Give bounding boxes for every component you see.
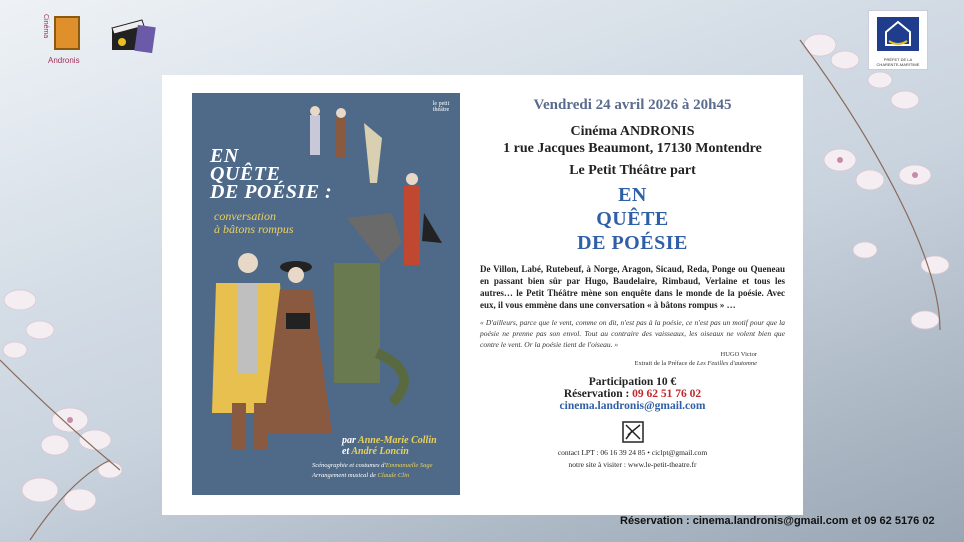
poster-title-line: EN	[210, 145, 239, 167]
reservation-phone[interactable]: 09 62 51 76 02	[632, 388, 702, 400]
quote-source-work: Les Feuilles d'automne	[696, 360, 757, 367]
quote-source	[480, 359, 757, 368]
house-icon	[877, 17, 919, 51]
website-line[interactable]: notre site à visiter : www.le-petit-theatre.fr	[568, 460, 697, 469]
cinema-building-icon	[54, 16, 80, 50]
credit-name: Claude Clin	[377, 472, 410, 479]
prefecture-text: PRÉFET DE LA CHARENTE-MARITIME	[876, 57, 920, 67]
poster-authors	[342, 435, 437, 457]
contact-line[interactable]: contact LPT : 06 16 39 24 85 • ciclpt@gmail.com	[557, 448, 708, 457]
show-description: De Villon, Labé, Rutebeuf, à Norge, Aragon, Sicaud, Reda, Ponge ou Queneau en passant bien sûr par Hugo, Baudelaire, Rimbaud, Verlaine et tous les autres… le Petit Théâtre mène son enquête dans le monde de la poésie. Avec eux, il vous emmène dans une conversation « à bâtons rompus » …	[480, 264, 785, 310]
logo-vertical-text: Cinéma	[42, 14, 49, 39]
authors-join: et	[342, 446, 350, 457]
cinema-andronis-logo	[40, 12, 84, 68]
reservation-line	[480, 388, 785, 400]
clapperboard-icon	[108, 16, 156, 54]
logo-name: Andronis	[48, 56, 80, 65]
show-title-line: QUÊTE	[596, 208, 669, 230]
poster-subtitle-line: à bâtons rompus	[214, 222, 294, 236]
petit-theatre-logo-icon	[622, 421, 644, 443]
footer-reservation: Réservation : cinema.landronis@gmail.com et 09 62 5176 02	[620, 515, 935, 527]
poster-title-line: QUÊTE	[210, 163, 281, 185]
credit-name: Emmanuelle Sage	[385, 462, 433, 469]
poster	[192, 93, 460, 495]
poster-credits	[312, 461, 433, 481]
troupe-name: Le Petit Théâtre part	[569, 163, 696, 178]
venue-address: 1 rue Jacques Beaumont, 17130 Montendre	[503, 141, 762, 156]
poster-title	[210, 147, 332, 201]
reservation-email[interactable]: cinema.landronis@gmail.com	[559, 400, 706, 412]
credit-prefix: Arrangement musical de	[312, 472, 376, 479]
authors-prefix: par	[342, 435, 356, 446]
credit-prefix: Scénographie et costumes d'	[312, 462, 386, 469]
event-info	[480, 97, 785, 471]
quote-author: HUGO Victor	[720, 351, 757, 358]
poster-title-line: DE POÉSIE :	[210, 181, 333, 203]
participation-price: Participation 10 €	[588, 376, 677, 388]
event-card	[162, 75, 803, 515]
author-name: Anne-Marie Collin	[358, 435, 437, 446]
venue-name: Cinéma ANDRONIS	[570, 124, 695, 139]
quote-source-prefix: Extrait de la Préface de	[634, 360, 696, 367]
prefecture-logo	[868, 10, 928, 70]
poster-subtitle	[214, 210, 294, 236]
poster-subtitle-line: conversation	[214, 209, 276, 223]
poster-troupe-logo: le petit théâtre	[432, 101, 450, 113]
author-name: André Loncin	[351, 446, 409, 457]
show-title-line: DE POÉSIE	[577, 232, 688, 254]
reservation-label: Réservation :	[563, 388, 630, 400]
event-date: Vendredi 24 avril 2026 à 20h45	[533, 97, 732, 113]
quote-text: « D'ailleurs, parce que le vent, comme on dit, n'est pas à la poésie, ce n'est pas un motif pour que la poésie ne prenne pas son envol. Tout au contraire des vaisseaux, les oiseaux ne volent bien que contre le vent. Or la poésie tient de l'oiseau. »	[480, 318, 785, 349]
show-title	[480, 183, 785, 255]
show-title-line: EN	[618, 184, 647, 206]
